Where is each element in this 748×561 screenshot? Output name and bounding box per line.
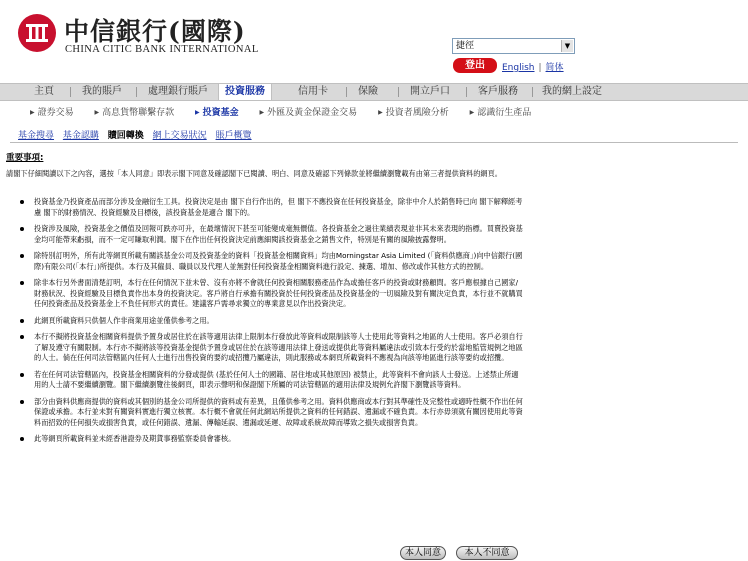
subnav-derivatives[interactable]: ▶ 認識衍生產品 [469, 108, 532, 118]
list-item: 投資涉及風險，投資基金之價值及回報可跌亦可升，在最壞情況下甚至可能變成毫無價值。各投資基金之過往業績表現並非其未來表現的指標。買賣投資基金均可能帶來虧損，而不一定可賺取利潤。閣下在作出任何投資決定前應細閱該投資基金之銷售文件，特別是有關的風險披露聲明。 [20, 224, 525, 245]
list-item: 除非本行另外書面清楚訂明，本行在任何情況下並未曾、沒有亦將不會就任何投資相關服務產品作為或擔任客戶的投資或財務顧問。客戶應根據自己國家/財務狀況、投資經驗及目標負責作出本身的投資決定。客戶將自行承擔有關投資於任何投資產品及投資基金的一切風險及對有關決定負責，本行並不就購買任何投資產品及投資基金上不負任何形式的責任。建議客戶需尋求獨立的專業意見以作出投資決定。 [20, 278, 525, 310]
list-item: 本行不擬將投資基金相關資料提供予置身或居住於在該等適用法律上限制本行發放此等資料或限制該等人士使用此等資料之地區的人士使用。客戶必須自行了解及遵守有關限制。本行亦不擬將該等投資基金提供予置身或居住於在該等適用法律上發送或提供此等資料屬違法或引致本行受約於當地監管規例之地區的人士。倘在任何司法管轄區內任何人士進行出售投資的要約或招攬乃屬違法，則此服務或本網頁所載資料不應視為向該等地區進行該等要約或招攬。 [20, 332, 525, 364]
list-item: 若在任何司法管轄區內，投資基金相關資料的分發或提供 (基於任何人士的國籍、居住地或其他原因) 被禁止，此等資料不會向該人士發送。上述禁止所適用的人士請不要繼續瀏覽。閣下繼續瀏覽往後網頁，即表示聲明和保證閣下所屬的司法管轄區的適用法律及規例允許閣下瀏覽該等資料。 [20, 370, 525, 391]
chevron-down-icon[interactable]: ▼ [561, 40, 573, 52]
notice-intro: 請閣下仔細閱讀以下之內容，選按「本人同意」即表示閣下同意及確認閣下已閱讀、明白、同意及確認下列條款並將繼續瀏覽載有由第三者提供資料的網頁。 [6, 169, 502, 178]
disagree-button[interactable]: 本人不同意 [456, 546, 518, 560]
agree-button[interactable]: 本人同意 [400, 546, 446, 560]
subnav-funds[interactable]: ▶ 投資基金 [195, 108, 239, 118]
notice-list [20, 197, 525, 451]
list-item: 除特別訂明外，所有此等網頁所載有關該基金公司及投資基金的資料「投資基金相關資料」均由Morningstar Asia Limited (「資料供應商」)向中信銀行(國際)有限公司(「本行」)所提供。本行及其僱員、職員以及代理人並無對任何投資基金相關資料進行設定、揀選、增加、修改或作其他方式的控制。 [20, 251, 525, 272]
list-item: 部分由資料供應商提供的資料或其個別的基金公司所提供的資料或有差異，且僅供參考之用。資料供應商或本行對其準確性及完整性或適時性概不作出任何保證或承擔。本行並未對有關資料實進行獨立核實。本行概不會就任何此網站所提供之資料的任何錯誤、遺漏或不確負責。本行亦毋須就有關因使用此等資料而招致的任何損失或損害負責，或任何錯誤、遺漏、傳輸延誤、遺漏或延遲、故障或系統故障而導致之損失或損害負責。 [20, 397, 525, 429]
fund-tabs [18, 128, 258, 141]
header [0, 0, 748, 80]
triangle-right-icon: ▶ [259, 109, 265, 116]
tab-online-status[interactable]: 網上交易狀況 [152, 131, 207, 141]
nav-insurance[interactable]: 保險 [358, 86, 378, 97]
subnav-fx-gold-margin[interactable]: ▶ 外匯及黃金保證金交易 [259, 108, 358, 118]
shortcut-select[interactable] [452, 38, 575, 54]
citic-logo-icon [18, 14, 56, 52]
list-item: 此等網頁所載資料並未經香港證券及期貨事務監察委員會審核。 [20, 434, 525, 445]
english-link[interactable]: English [502, 63, 535, 73]
list-item: 投資基金乃投資產品而部分涉及金融衍生工具。投資決定是由 閣下自行作出的，但 閣下不應投資在任何投資基金，除非中介人於銷售時已向 閣下解釋經考慮 閣下的財務情況、投資經驗及目標後，該投資基金是適合 閣下的。 [20, 197, 525, 218]
language-links: English | 简体 [502, 63, 564, 73]
subnav-currency-deposit[interactable]: ▶ 高息貨幣聯繫存款 [94, 108, 175, 118]
nav-credit-card[interactable]: 信用卡 [298, 86, 328, 97]
tab-redeem-switch[interactable]: 贖回轉換 [107, 131, 144, 141]
divider [10, 142, 738, 143]
nav-home[interactable]: 主頁 [34, 86, 54, 97]
nav-open-account[interactable]: 開立戶口 [410, 86, 450, 97]
brand-name-en: CHINA CITIC BANK INTERNATIONAL [65, 44, 259, 55]
list-item: 此網頁所載資料只供個人作非商業用途並僅供參考之用。 [20, 316, 525, 327]
triangle-right-icon: ▶ [195, 109, 200, 116]
shortcut-select-value: 捷徑 [456, 41, 475, 51]
brand-name-cn: 中信銀行(國際) [64, 17, 246, 46]
nav-investment-services[interactable]: 投資服務 [218, 84, 272, 100]
tab-fund-search[interactable]: 基金搜尋 [18, 131, 55, 141]
triangle-right-icon: ▶ [94, 109, 100, 116]
triangle-right-icon: ▶ [30, 109, 35, 116]
sub-nav [30, 105, 549, 118]
simplified-chinese-link[interactable]: 简体 [545, 63, 564, 73]
nav-my-settings[interactable]: 我的網上設定 [542, 86, 602, 97]
logout-button[interactable]: 登出 [453, 58, 497, 73]
triangle-right-icon: ▶ [469, 109, 475, 116]
subnav-risk-analysis[interactable]: ▶ 投資者風險分析 [378, 108, 449, 118]
nav-customer-service[interactable]: 客戶服務 [478, 86, 518, 97]
nav-my-accounts[interactable]: 我的賬戶 [82, 86, 122, 97]
nav-bank-accounts[interactable]: 處理銀行賬戶 [148, 86, 208, 97]
subnav-securities[interactable]: ▶ 證券交易 [30, 108, 74, 118]
tab-fund-subscribe[interactable]: 基金認購 [62, 131, 99, 141]
tab-account-overview[interactable]: 賬戶概覽 [215, 131, 252, 141]
notice-title: 重要事項: [6, 153, 44, 163]
triangle-right-icon: ▶ [378, 109, 383, 116]
main-nav [0, 83, 748, 101]
